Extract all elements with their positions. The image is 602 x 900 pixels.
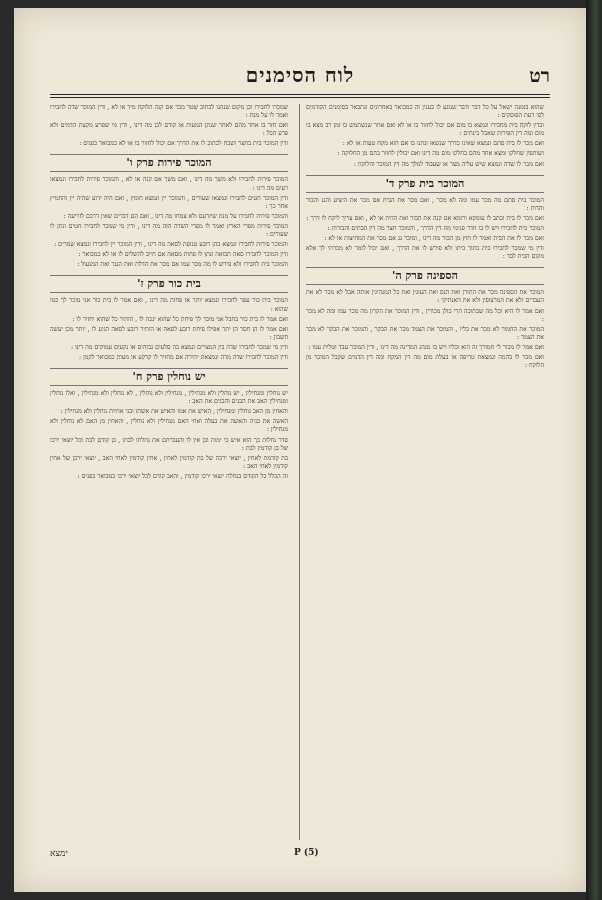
printer-signature: P (5) [294, 848, 319, 858]
paragraph: שמכרו לחבירו וכן מקום שנהגו לכתוב שטר מכר אם קנה הלוקח מיד או לא , ודין המוכר שדה לחבירו ואמר לו על מנת : [50, 104, 288, 120]
right-column [306, 104, 544, 840]
paragraph: ואם חזר בו אחד מהם לאחר שנתן המעות או קודם לכן מה דינו , ודין מי שפרע מקצת הדמים ולא פרע הכל : [50, 122, 288, 138]
paragraph: והמוכר בית לחבירו ולא פירש לו מה מכר עמו אם מכר את הדלת ואת הנגר ואת המנעול : [77, 261, 288, 269]
paragraph: האשה את בניה והאשה את בעלה ואחי האם מנחילין ולא נוחלין , והאחין מן האם לא נוחלין ולא מנחילין : [50, 418, 288, 434]
paragraph: ודין המוכר בית בחצר ושכח לכתוב לו את הדרך אם יכול לחזור בו או לא כמבואר בפנים : [79, 140, 288, 148]
page-header [50, 63, 550, 91]
paragraph: שהוא בזמנה ישאל על כל דבר ודבר שנוגע לו בענין זה כמבואר באחרונים ונתבאר בסימנים הקודמים לפי דעת הפוסקים : [306, 104, 544, 120]
header-rule-double [50, 97, 550, 98]
book-binding-edge [586, 0, 602, 900]
paragraph: המוכר פירות מפרי הארץ ואמר לו מפרי השדה הזה מה דינו , ודין מי שמכר לחבירו חטים ונתן לו שעורים : [50, 222, 288, 239]
running-title: לוח הסימנים [245, 63, 355, 87]
paragraph: ודין המוכר לחבירו סאה תבואה ונתן לו פחות מסאה אם חייב להשלים לו או לא כמבואר : [78, 251, 288, 259]
paragraph: והמוכר פירות לחבירו ונמצא בהן רובע טנופת לסאה מה דינו , ודין המוכר יין לחבירו ונמצא שמרים : [54, 241, 288, 249]
paragraph: והמוכר פירות לחבירו על מנת שיזרעם ולא צמחו מה דינו , ואם הם דברים שאין דרכם לזריעה : [63, 212, 288, 220]
chapter-heading: בית כור פרק ז' [50, 275, 288, 293]
paragraph: ואם מכר לו בית סתם ונמצא שאינו כדרך שנשאו ונתנו בו אם הוא מקח טעות או לא : [342, 140, 544, 148]
chapter-heading: המוכר פירות פרק ו' [50, 154, 288, 172]
paragraph: ואם מכר לו בית וכתב לו עומקא ורומא אם קנה את הבור ואת הדות או לא , ואם צריך ליקח לו דרך : [306, 214, 544, 222]
chapter-heading: המוכר בית פרק ד' [306, 175, 544, 193]
paragraph: ודין מי שמכר לחבירו בית בתוך ביתו ולא פירש לו את הדרך , ואם יכול לומר לא מכרתי לך אלא מקום הבית לבד : [306, 245, 544, 261]
paragraph: המוכר בית סתם מה מכר עמו ומה לא מכר , ואם מכר את הבית אם מכר את היציע והגג והבור והדות : [306, 196, 544, 212]
paragraph: יש נוחלין ומנחילין , יש נוחלין ולא מנחילין , מנחילין ולא נוחלין , לא נוחלין ולא מנחילין , ואלו נוחלין ומנחילין האב את הבנים והבנים את האב : [50, 390, 288, 406]
paragraph: ואם מכר לו שדה ונמצא שיש עליה מצר או שעבוד למלך מה דין המוכר והלוקח : [353, 160, 544, 168]
paragraph: המוכר בית לחבירו ויש לו בו חדר פנימי מה דין הדרך , והמוכר חצר מה דין הבתים והבורות : [327, 224, 544, 232]
paragraph: המוכר פירות לחבירו ולא משך מה דינו , ואם משך אם קנה או לא , והמוכר פירות לחבירו ונמצאו רעים מה דינו : [50, 176, 288, 192]
right-pre-paragraphs [306, 104, 544, 169]
left-pre-paragraphs [50, 104, 288, 148]
column-divider [299, 104, 300, 840]
paragraph: ואם מכר לו בהמה ונמצאת טריפה או בעלת מום מה דין המקח ומה דין הדמים שקבל המוכר מן הלוקח : [306, 353, 544, 370]
folio-number: רט [529, 65, 550, 87]
paragraph: המוכר בית כור עפר לחבירו ונמצא יותר או פחות מה דינו , ואם אמר לו בית כור אני מוכר לך כמו שהוא : [50, 297, 288, 313]
chapter-heading: הספינה פרק ה' [306, 267, 544, 285]
catchword: ימצא [50, 849, 68, 859]
paragraph: ודין מי שמכר לחבירו שדה בין המצרים ונמצא בה סלעים גבוהים או נקעים עמוקים מה דינו : [71, 343, 288, 351]
paragraph: ודין המוכר לחבירו שדה מדה ונמצאת יתירה אם מחזיר לו קרקע או מעות כמבואר לקמן : [79, 353, 288, 361]
paragraph: ואם מכר לו את הבית ואמר לו חוץ מן הבור מה דינו , ומוכר גג אם מכר את המחיצות או לא : [324, 235, 544, 243]
paragraph: סדר נחלות כך הוא איש כי ימות ובן אין לו והעברתם את נחלתו לבתו , בן קודם לבת וכל יוצאי ירכו של בן קודמין לבת : [50, 436, 288, 452]
paragraph: ובדין לוקח בית מחבירו ונמצא בו מום אם יכול לחזור בו או לא ואם אחר שנשתמש בו זמן רב מצא בו מום ומה דין הפירות שאכל בינתים : [306, 122, 544, 138]
paragraph: ואם אמר לו הן חסר הן יתר אפילו פיחת רובע לסאה או הותיר רובע לסאה הגיע לו , יותר מכן יעשה חשבון : [50, 325, 288, 341]
paragraph: המוכר את הספינה מכר את התורן ואת הנס ואת העוגין ואת כל המנהיגין אותה אבל לא מכר לא את העבדים ולא את המרצופין ולא את האנתיקי : [306, 289, 544, 305]
book-page [14, 8, 586, 892]
paragraph: זה הכלל כל הקודם בנחלה יוצאי ירכו קודמין , והאב קודם לכל יוצאי ירכו כמבואר בפנים : [77, 472, 288, 480]
left-column [50, 104, 288, 840]
right-ch4-paragraphs [306, 197, 544, 262]
header-rule [50, 94, 550, 95]
paragraph: ואם אמר לו בית כור בחבל אני מוכר לך פיחת כל שהוא ינכה לו , הותיר כל שהוא יחזיר לו : [72, 315, 288, 323]
left-ch2-paragraphs [50, 297, 288, 362]
paragraph: המוכר את החמור לא מכר את כליו , והמוכר את הצמד מכר את הבקר , והמוכר את הבקר לא מכר את הצמד : [306, 325, 544, 341]
paragraph: ואם אמר לו היא וכל מה שבתוכה הרי כולן מכורין , ודין המוכר את הקרון מה מכר עמו ומה לא מכר : [306, 307, 544, 323]
left-ch1-paragraphs [50, 176, 288, 269]
paragraph: ושותפין שחלקו ומצא אחד מהם בחלקו מום מה דינו ואם יכולין לחזור בהם מן החלוקה : [337, 150, 544, 158]
paragraph: בת קודמת לאחין , יוצאי ירכה של בת קודמין לאחין , אחין קודמין לאחי האב , יוצאי ירכן של אחין קודמין לאחי האב : [50, 454, 288, 470]
paragraph: ודין המוכר חטים לחבירו ונמצאו שעורים , והמוכר יין ונמצא חומץ , ואם היה ידוע שהיה יין והחמיץ אחר כך : [50, 194, 288, 210]
chapter-heading: יש נוחלין פרק ח' [50, 368, 288, 386]
left-ch3-paragraphs [50, 390, 288, 481]
paragraph: ואם אמר לו מכור לי חמורך זה הוא וכליו ויש בו מנהג המדינה מה דינו , ודין המוכר עבד וטלית עמו : [308, 343, 544, 351]
paragraph: והאחין מן האב נוחלין ומנחילין , האיש את אמו והאיש את אשתו ובני אחיות נוחלין ולא מנחילין : [60, 408, 288, 416]
page-footer [50, 848, 550, 862]
right-ch5-paragraphs [306, 289, 544, 370]
